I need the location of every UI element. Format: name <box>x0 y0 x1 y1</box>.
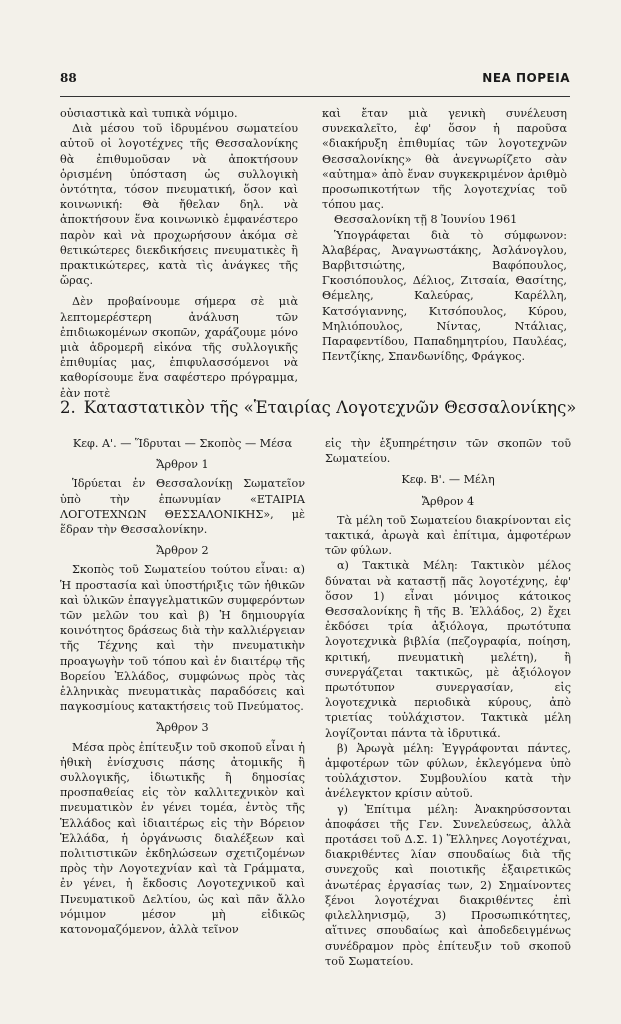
article-text: β) Ἀρωγὰ μέλη: Ἐγγράφονται πάντες, ἀμφοτέρων τῶν φύλων, ἐκλεγόμενα ὑπὸ τοὐλάχιστον. Συμβουλίου κατὰ τὴν ἀνέλεγκτον κρίσιν αὐτοῦ. <box>325 741 571 801</box>
paragraph: εἰς τὴν ἐξυπηρέτησιν τῶν σκοπῶν τοῦ Σωματείου. <box>325 437 571 466</box>
article-text: Σκοπὸς τοῦ Σωματείου τούτου εἶναι: α) Ἡ προστασία καὶ ὑποστήριξις τῶν ἠθικῶν καὶ ὑλικῶν ἐπαγγελματικῶν συμφερόντων τῶν μελῶν του καὶ β) Ἡ δημιουργία κοινότητος δράσεως διὰ τὴν καλλιέργειαν τῆς Τέχνης καὶ τὴν πνευματικὴν προαγωγὴν τοῦ τόπου καὶ ἐν διαιτέρῳ τῆς Βορείου Ἑλλάδος, συμφώνως πρὸς τὰς ἑλληνικὰς πνευματικὰς παραδόσεις καὶ παγκοσμίους κατακτήσεις τοῦ Πνεύματος. <box>60 563 305 714</box>
article-heading: Ἄρθρον 1 <box>156 458 209 472</box>
article-text: Ἱδρύεται ἐν Θεσσαλονίκῃ Σωματεῖον ὑπὸ τὴν ἐπωνυμίαν «ΕΤΑΙΡΙΑ ΛΟΓΟΤΕΧΝΩΝ ΘΕΣΣΑΛΟΝΙΚΗΣ», μὲ ἕδραν τὴν Θεσσαλονίκην. <box>60 477 305 537</box>
section-title: Καταστατικὸν τῆς «Ἑταιρίας Λογοτεχνῶν Θεσσαλονίκης» <box>83 398 577 417</box>
date-line: Θεσσαλονίκη τῇ 8 Ἰουνίου 1961 <box>334 213 518 227</box>
section-number: 2. <box>60 398 76 417</box>
article-heading: Ἄρθρον 3 <box>156 721 209 735</box>
article-heading: Ἄρθρον 4 <box>421 494 475 508</box>
chapter-heading: Κεφ. Α'. — Ἵδρυται — Σκοπὸς — Μέσα <box>72 437 293 450</box>
article-heading: Ἄρθρον 2 <box>156 544 209 558</box>
article-text: α) Τακτικὰ Μέλη: Τακτικὸν μέλος δύναται νὰ καταστῇ πᾶς λογοτέχνης, ἐφ' ὅσον 1) εἶναι μόνιμος κάτοικος Θεσσαλονίκης ἢ τῆς Β. Ἑλλάδος, 2) ἔχει ἐκδόσει τρία ἀξιόλογα, πρωτότυπα λογοτεχνικὰ βιβλία (πεζογραφία, ποίηση, κριτική, πνευματικὴ μελέτη), ἢ συνεργάζεται τακτικῶς, μὲ ἀξιόλογον πρωτότυπον συνεργασίαν, εἰς λογοτεχνικὰ περιοδικὰ κύρους, ἀπὸ τριετίας τοὐλάχιστον. Τακτικὰ μέλη λογίζονται πάντα τὰ ἱδρυτικά. <box>325 559 571 740</box>
page-number: 88 <box>60 71 77 85</box>
top-left-column <box>60 106 298 401</box>
paragraph: οὐσιαστικὰ καὶ τυπικὰ νόμιμο. <box>60 107 238 120</box>
bottom-left-column <box>60 436 305 937</box>
page-header <box>60 71 570 93</box>
article-text: Τὰ μέλη τοῦ Σωματείου διακρίνονται εἰς τακτικά, ἀρωγὰ καὶ ἐπίτιμα, ἀμφοτέρων τῶν φύλων. <box>325 513 571 558</box>
article-text: γ) Ἐπίτιμα μέλη: Ἀνακηρύσσονται ἀποφάσει τῆς Γεν. Συνελεύσεως, ἀλλὰ προτάσει τοῦ Δ.Σ. 1) Ἕλληνες Λογοτέχναι, διακριθέντες λίαν σπουδαίως διὰ τῆς συνεχοῦς καὶ ποιοτικῆς ἐξαιρετικῶς ἀνωτέρας ἐργασίας των, 2) Σημαίνοντες ξένοι λογοτέχναι διακριθέντες ἐπὶ φιλελληνισμῷ, 3) Προσωπικότητες, αἵτινες σπουδαίως καὶ ἀποδεδειγμένως συνέδραμον πρὸς ἐπίτευξιν τοῦ σκοποῦ τοῦ Σωματείου. <box>325 802 571 968</box>
article-text: Μέσα πρὸς ἐπίτευξιν τοῦ σκοποῦ εἶναι ἡ ἠθικὴ ἐνίσχυσις πάσης ἀτομικῆς ἢ συλλογικῆς, ἰδιωτικῆς ἢ δημοσίας προσπαθείας εἰς τὸν καλλιτεχνικὸν καὶ πνευματικὸν ἐν γένει τομέα, ἐντὸς τῆς Ἑλλάδος καὶ ἰδιαιτέρως εἰς τὴν Βόρειον Ἑλλάδα, ἡ ὀργάνωσις διαλέξεων καὶ πολιτιστικῶν ἐκδηλώσεων σχετιζομένων πρὸς τὴν Λογοτεχνίαν καὶ τὰ Γράμματα, ἐν γένει, ἡ ἔκδοσις Λογοτεχνικοῦ καὶ Πνευματικοῦ Δελτίου, ὡς καὶ πᾶν ἄλλο νόμιμον μέσον μὴ εἰδικῶς κατονομαζόμενον, ἀλλὰ τεῖνον <box>60 740 305 937</box>
signatories: Ὑπογράφεται διὰ τὸ σύμφωνον: Ἀλαβέρας, Ἀναγνωστάκης, Ἀσλάνογλου, Βαρβιτσιώτης, Βαφόπουλος, Γκοσιόπουλος, Δέλιος, Ζιτσαία, Θασίτης, Θέμελης, Καλεύρας, Καρέλλη, Κατσόγιαννης, Κιτσόπουλος, Κύρου, Μηλιόπουλος, Νίντας, Ντάλιας, Παραφεντίδου, Παπαδημητρίου, Παυλέας, Πεντζίκης, Σπανδωνίδης, Φράγκος. <box>322 228 567 364</box>
paragraph: Δὲν προβαίνουμε σήμερα σὲ μιὰ λεπτομερέστερη ἀνάλυση τῶν ἐπιδιωκομένων σκοπῶν, χαράζουμε μόνο μιὰ ἁδρομερῆ εἰκόνα τῆς συλλογικῆς ἐπιθυμίας μας, ἐπιφυλασσόμενοι νὰ καθορίσουμε ἕνα σαφέστερο πρόγραμμα, ἐὰν ποτὲ <box>60 295 298 400</box>
paragraph: Διὰ μέσου τοῦ ἱδρυμένου σωματείου αὐτοῦ οἱ λογοτέχνες τῆς Θεσσαλονίκης θὰ ἐπιθυμοῦσαν νὰ ἀποκτήσουν ὁρισμένη ὑπόσταση ὡς συλλογικὴ ὀντότητα, τόσον πνευματική, ὅσον καὶ κοινωνική: Θὰ ἤθελαν δηλ. νὰ ἀποκτήσουν ἕνα κοινωνικὸ ἐμφανέστερο παρὸν καὶ νὰ προχωρήσουν ἀκόμα σὲ θετικώτερες διεκδικήσεις πνευματικὲς ἢ πρακτικώτερες, κατὰ τὶς ἀνάγκες τῆς ὥρας. <box>60 122 298 288</box>
top-right-column <box>322 106 567 364</box>
paragraph: καὶ ἔταν μιὰ γενικὴ συνέλευση συνεκαλεῖτο, ἐφ' ὅσον ἡ παροῦσα «διακήρυξη ἐπιθυμίας τῶν λογοτεχνῶν Θεσσαλονίκης» θὰ ἀνεγνωρίζετο σὰν «αὐτημα» ἀπὸ ἕναν συγκεκριμένον ἀριθμὸ προσωπικοτήτων τῆς λογοτεχνίας τοῦ τόπου μας. <box>322 107 567 212</box>
chapter-heading: Κεφ. Β'. — Μέλη <box>401 473 495 487</box>
journal-title: ΝΕΑ ΠΟΡΕΙΑ <box>482 71 570 85</box>
header-rule <box>60 96 570 97</box>
section-heading <box>60 397 577 419</box>
bottom-right-column <box>325 436 571 969</box>
